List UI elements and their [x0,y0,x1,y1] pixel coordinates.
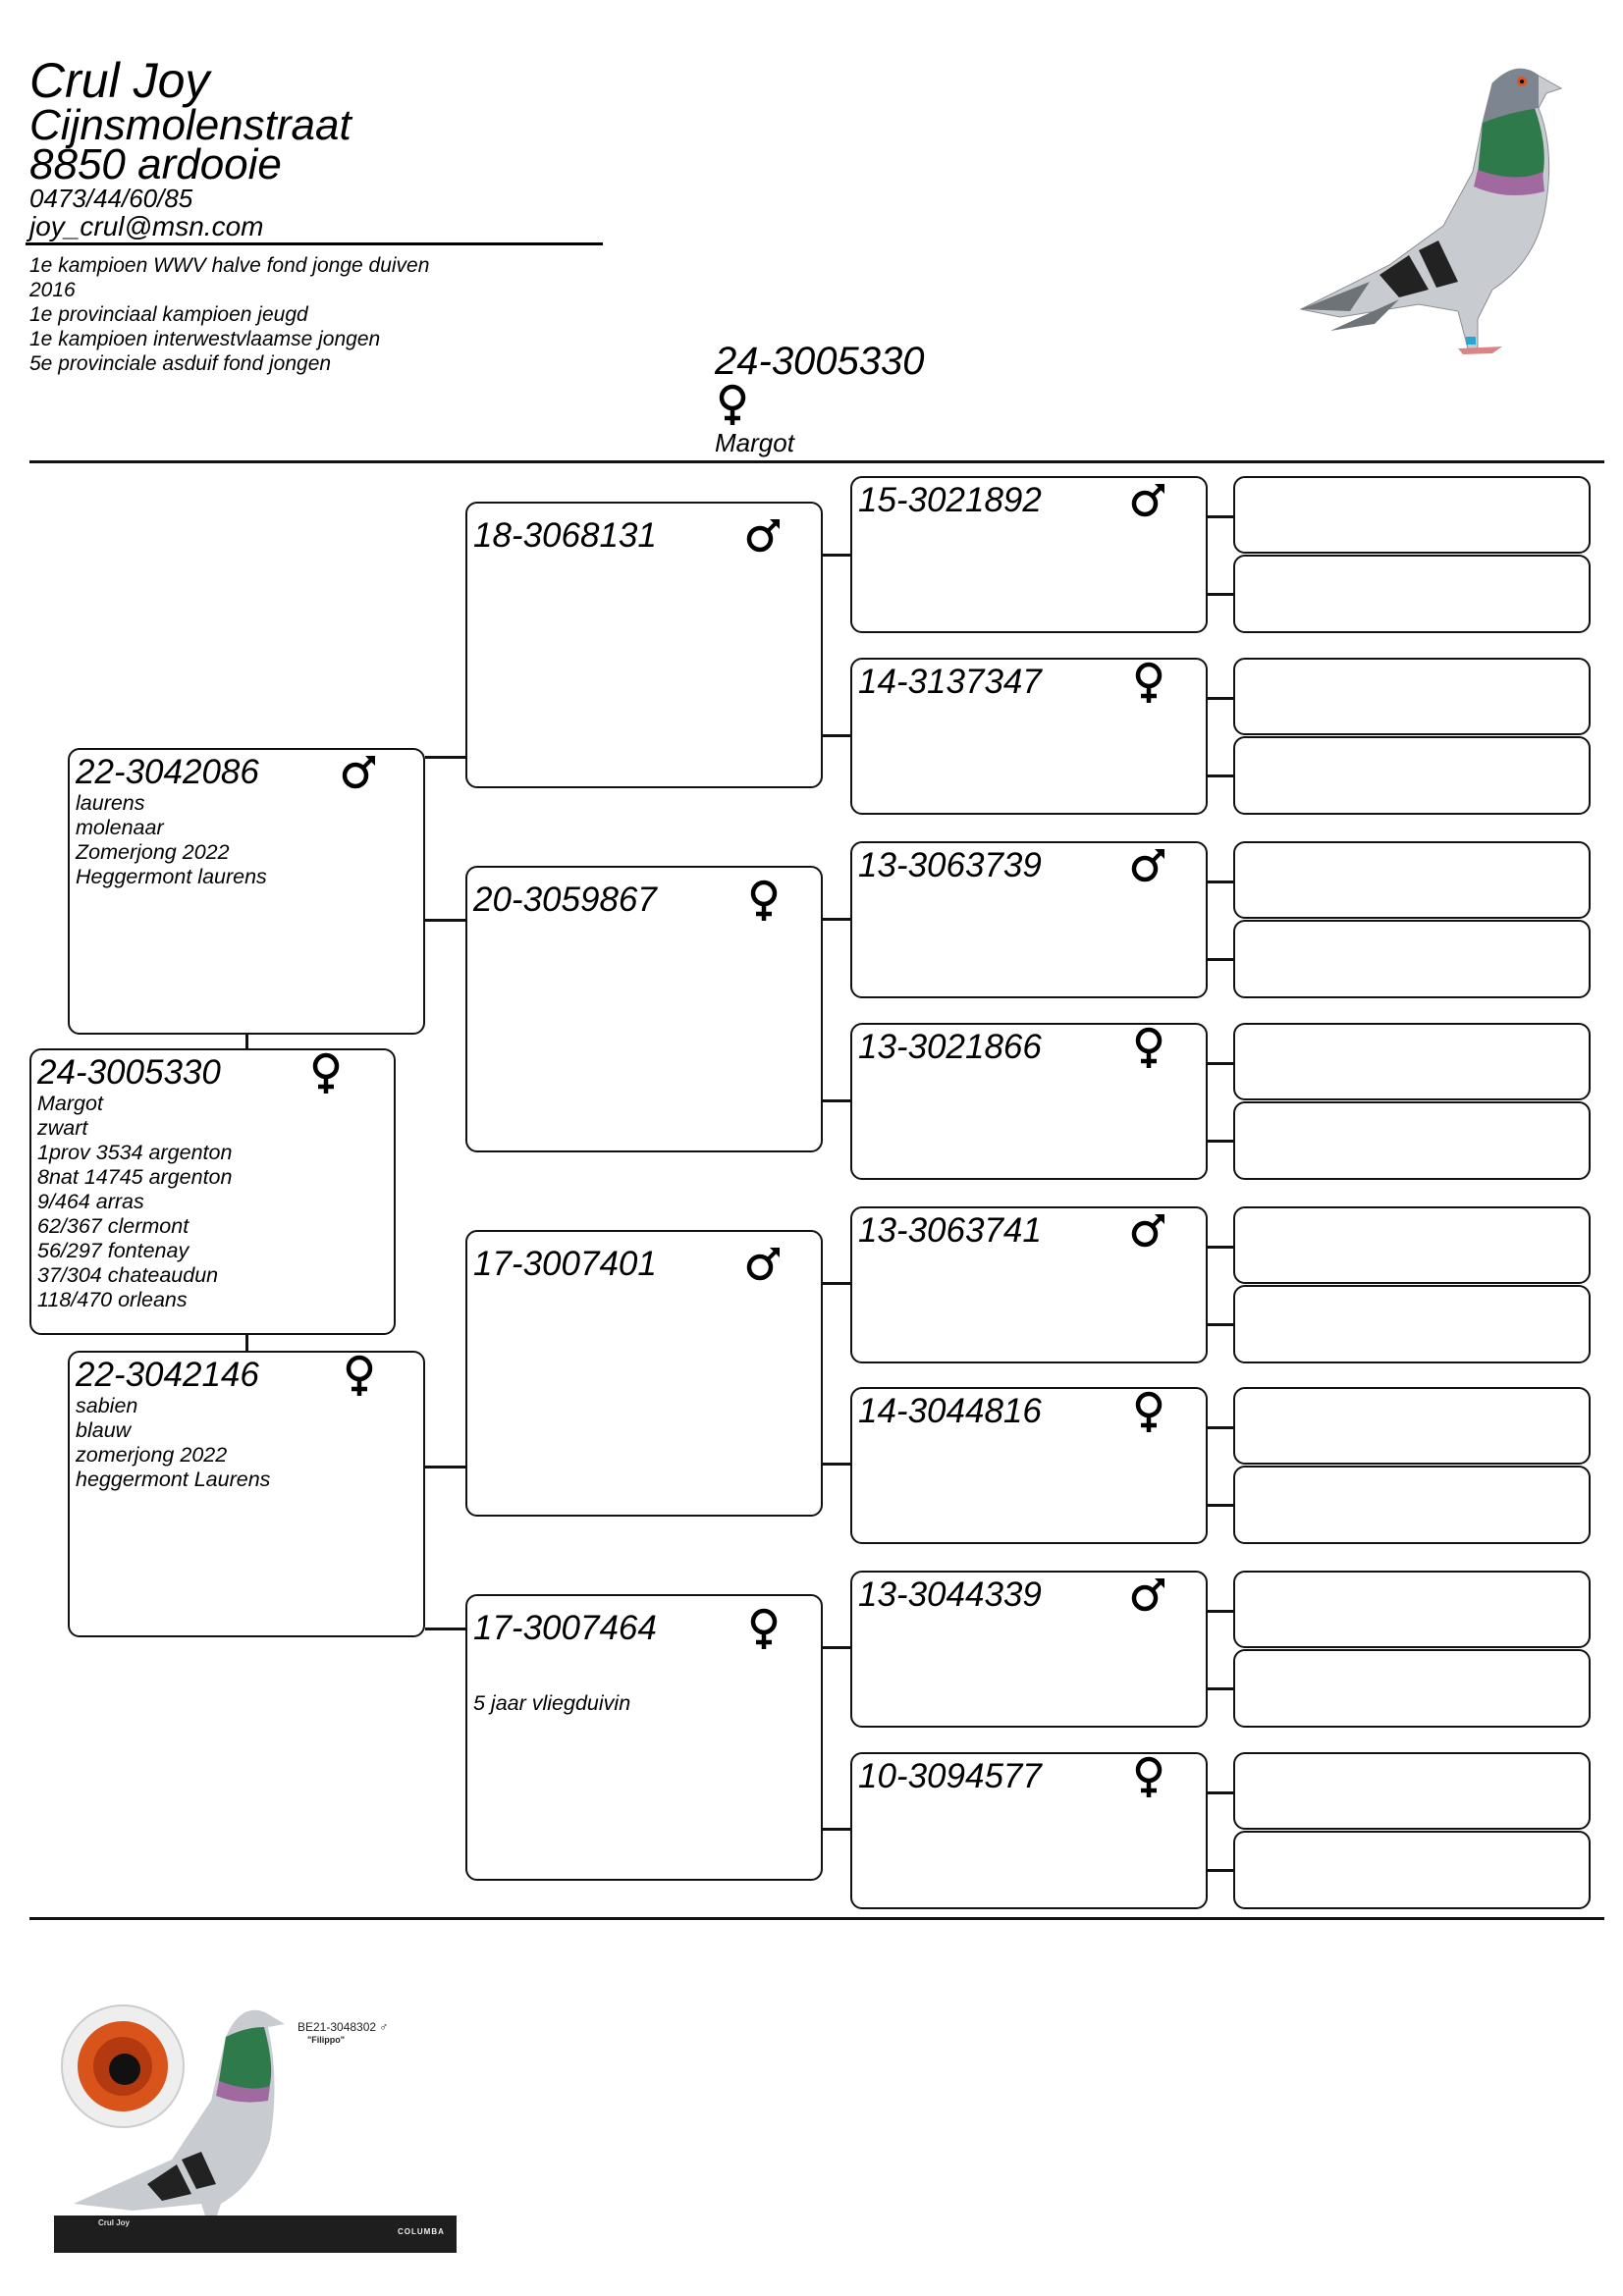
ring-number: 22-3042086 [76,753,259,791]
promo-owner: Crul Joy [98,2218,131,2227]
connector-line [1208,881,1235,883]
connector-line [1208,697,1235,700]
connector-line [425,756,466,759]
info-line: 118/470 orleans [37,1288,188,1311]
ring-number: 13-3021866 [858,1028,1042,1066]
connector-line [245,1335,248,1353]
great-great-grandparent-card[interactable] [1233,658,1591,735]
connector-line [823,1646,852,1649]
ring-number: 22-3042146 [76,1356,259,1394]
great-great-grandparent-card[interactable] [1233,1023,1591,1100]
achievement-item: 2016 [29,279,76,301]
info-line: blauw [76,1418,132,1442]
great-grandparent-card[interactable] [850,1206,1208,1363]
owner-city: 8850 ardooie [29,140,282,188]
female-icon [340,1355,379,1398]
ring-number: 14-3044816 [858,1392,1042,1430]
info-line: laurens [76,791,145,815]
great-great-grandparent-card[interactable] [1233,555,1591,633]
connector-line [425,1466,466,1468]
mother-card[interactable] [68,1351,425,1637]
great-grandparent-card[interactable] [850,476,1208,633]
great-great-grandparent-card[interactable] [1233,736,1591,815]
pigeon-photo [1281,54,1586,368]
great-great-grandparent-card[interactable] [1233,1571,1591,1648]
info-line: 62/367 clermont [37,1214,189,1238]
info-line: Zomerjong 2022 [76,840,230,864]
connector-line [425,1628,466,1630]
male-icon [744,515,784,559]
pigeon-info [76,791,267,889]
male-icon [1129,480,1168,523]
connector-line [823,554,852,557]
great-great-grandparent-card[interactable] [1233,1206,1591,1284]
grandparent-card[interactable] [465,502,823,788]
promo-card-image [54,1983,457,2253]
owner-email: joy_crul@msn.com [29,211,264,241]
female-icon [306,1052,346,1095]
great-great-grandparent-card[interactable] [1233,1831,1591,1909]
connector-line [1208,1426,1235,1429]
male-icon [1129,1210,1168,1254]
great-great-grandparent-card[interactable] [1233,1101,1591,1180]
male-icon [744,1244,784,1287]
info-line: 9/464 arras [37,1190,144,1213]
connector-line [823,1463,852,1466]
great-great-grandparent-card[interactable] [1233,841,1591,919]
great-great-grandparent-card[interactable] [1233,1285,1591,1363]
info-line: sabien [76,1394,138,1417]
connector-line [1208,1246,1235,1249]
great-grandparent-card[interactable] [850,1571,1208,1728]
connector-line [1208,958,1235,961]
achievement-item: 5e provinciale asduif fond jongen [29,352,332,375]
ring-number: 15-3021892 [858,481,1042,519]
great-grandparent-card[interactable] [850,1023,1208,1180]
great-grandparent-card[interactable] [850,1752,1208,1909]
info-line: Margot [37,1092,103,1115]
male-icon [1129,1575,1168,1618]
female-icon [744,1608,784,1651]
great-grandparent-card[interactable] [850,1387,1208,1544]
female-icon [1129,1027,1168,1070]
connector-line [425,919,466,922]
info-line: 37/304 chateaudun [37,1263,219,1287]
info-line: zomerjong 2022 [76,1443,228,1467]
connector-line [823,734,852,737]
ring-number: 10-3094577 [858,1757,1042,1795]
ring-number: 18-3068131 [473,516,657,555]
info-line: zwart [37,1116,88,1140]
connector-line [1208,1791,1235,1794]
connector-line [823,1282,852,1285]
header-underline [26,242,603,245]
male-icon [340,752,379,795]
grandparent-card[interactable] [465,866,823,1152]
subject-ring: 24-3005330 [715,340,925,383]
connector-line [1208,593,1235,596]
female-icon [1129,662,1168,705]
connector-line [1208,515,1235,518]
ring-number: 13-3063739 [858,846,1042,884]
achievement-item: 1e kampioen WWV halve fond jonge duiven [29,254,430,277]
achievement-item: 1e provinciaal kampioen jeugd [29,303,308,326]
ring-number: 20-3059867 [473,881,657,919]
achievements-list [29,253,429,376]
great-great-grandparent-card[interactable] [1233,1466,1591,1544]
male-icon [1129,845,1168,888]
great-great-grandparent-card[interactable] [1233,1752,1591,1830]
promo-ring: BE21-3048302 ♂ [298,2020,389,2034]
female-icon [744,880,784,923]
connector-line [1208,1869,1235,1872]
promo-pigeon-name: "Filippo" [307,2035,346,2045]
bottom-divider [29,1917,1604,1920]
top-divider [29,460,1604,463]
owner-street: Cijnsmolenstraat [29,101,352,149]
female-icon [1129,1756,1168,1799]
connector-line [823,1099,852,1102]
connector-line [823,918,852,921]
pigeon-card[interactable] [29,1048,396,1335]
great-great-grandparent-card[interactable] [1233,920,1591,998]
subject-name: Margot [715,428,794,457]
connector-line [1208,1062,1235,1065]
owner-name: Crul Joy [29,53,210,108]
info-line: 5 jaar vliegduivin [473,1691,631,1715]
connector-line [1208,1323,1235,1326]
great-great-grandparent-card[interactable] [1233,1649,1591,1728]
ring-number: 17-3007464 [473,1609,657,1647]
connector-line [1208,774,1235,777]
great-great-grandparent-card[interactable] [1233,1387,1591,1465]
female-icon [1129,1391,1168,1434]
achievement-item: 1e kampioen interwestvlaamse jongen [29,328,381,350]
ring-number: 13-3063741 [858,1211,1042,1250]
connector-line [1208,1504,1235,1507]
info-line: 56/297 fontenay [37,1239,189,1262]
ring-number: 13-3044339 [858,1575,1042,1614]
ring-number: 24-3005330 [37,1053,221,1092]
great-grandparent-card[interactable] [850,658,1208,815]
connector-line [245,1035,248,1050]
pigeon-info [37,1092,232,1312]
female-icon [715,384,754,429]
pigeon-info [76,1394,270,1492]
promo-brand: COLUMBA [398,2227,445,2236]
info-line: 1prov 3534 argenton [37,1141,233,1164]
connector-line [1208,1140,1235,1143]
info-line: 8nat 14745 argenton [37,1165,233,1189]
info-line: molenaar [76,816,164,839]
info-line: Heggermont laurens [76,865,267,888]
great-grandparent-card[interactable] [850,841,1208,998]
pigeon-info [473,1691,630,1716]
connector-line [1208,1610,1235,1613]
connector-line [1208,1687,1235,1690]
father-card[interactable] [68,748,425,1035]
grandparent-card[interactable] [465,1230,823,1517]
ring-number: 14-3137347 [858,663,1042,701]
subject-header [715,341,925,456]
ring-number: 17-3007401 [473,1245,657,1283]
promo-footer [54,2216,457,2253]
great-great-grandparent-card[interactable] [1233,476,1591,554]
grandparent-card[interactable] [465,1594,823,1881]
connector-line [823,1828,852,1831]
info-line: heggermont Laurens [76,1468,271,1491]
owner-phone: 0473/44/60/85 [29,184,193,213]
